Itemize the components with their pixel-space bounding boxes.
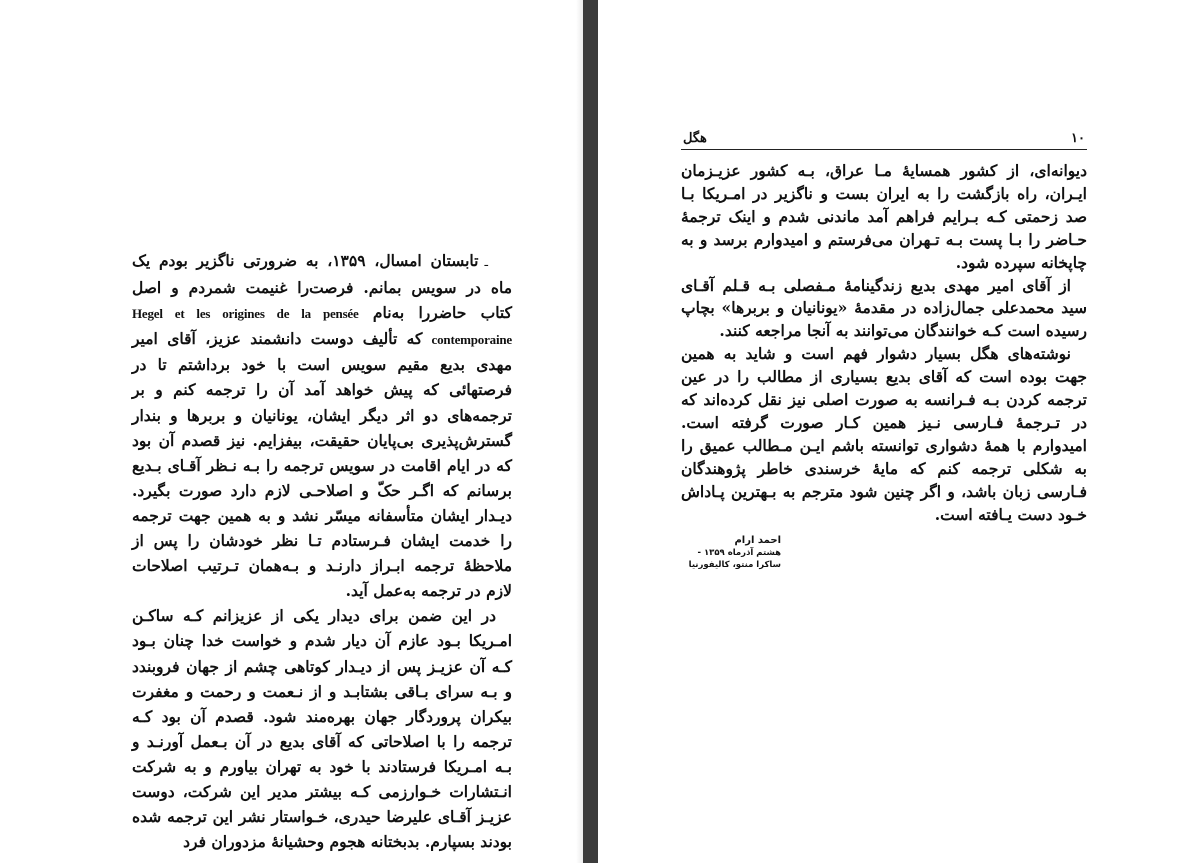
- right-paragraph-1: دیوانه‌ای، از کشور همسایهٔ مـا عراق، بـه کشور عزیـزمان ایـران، راه بازگشت را به ایران بست و ناگزیر در امـریکا بـا صد زحمتی کـه بـرایم فراهم آمد ماندنی شدم و اینک ترجمهٔ حـاضر را بـا پست بـه تـهران می‌فرستم و امیدوارم برسد و به چاپخانه سپرده شود.: [681, 161, 1087, 272]
- right-paragraph-2: از آقای امیر مهدی بدیع زندگینامهٔ مـفصلی بـه قـلم آقـای سید محمدعلی جمال‌زاده در مقدمهٔ «یونانیان و بربرها» بچاپ رسیده است کـه خوانندگان می‌توانند به آنجا مراجعه کنند.: [681, 275, 1087, 341]
- bold-book-titles: یونانیان و بربرها و بندار گسترش‌پذیری بی‌پایان حقیقت: [132, 405, 512, 450]
- scan-mark: ـ: [484, 255, 488, 269]
- translator-signature: [681, 535, 1087, 585]
- page-number: ۱۰: [1071, 131, 1085, 146]
- right-page: [598, 0, 1185, 863]
- left-p1-text-a: تابستان امسال، ۱۳۵۹، به ضرورتی ناگزیر بودم یک ماه در سویس بمانم. فرصت‌را غنیمت شمردم و اصل کتاب حاضر‌را به‌نام: [132, 251, 512, 323]
- left-p1-text-c: ، بیفزایم. نیز قصدم آن بود که در ایام اقامت در سویس ترجمه را بـه نـظر آقـای بـدیع برسانم که اگـر حکّ و اصلاحـی لازم دارد صورت بگیرد. دیـدار ایشان متأسفانه میسّر نشد و به همین جهت ترجمه را خدمت ایشان فـرستادم تـا نظر خودشان را پس از ملاحظهٔ ترجمه ابـراز دارنـد و بـه‌همان تـرتیب اصلاحات لازم در ترجمه به‌عمل آید.: [132, 430, 512, 601]
- left-p1-text-b: که تألیف دوست دانشمند عزیز، آقای امیر مهدی بدیع مقیم سویس است با خود برداشتم تا در فرصتهائی که پیش خواهد آمد آن را ترجمه کنم و بر ترجمه‌های دو اثر دیگر ایشان،: [132, 329, 512, 425]
- signature-date: هشتم آذرماه ۱۳۵۹ -: [697, 548, 781, 558]
- book-original-title: Hegel et les origines de la pensée contemporaine: [132, 306, 512, 348]
- left-paragraph-2: در این ضمن برای دیدار یکی از عزیزانم کـه ساکـن امـریکا بـود عازم آن دیار شدم و خواست خدا چنان بـود کـه آن عزیـز پس از دیـدار کوتاهی چشم از جهان فروبندد و بـه سرای بـاقی بشتابـد و از نـعمت و رحمت و مغفرت بیکران پروردگار جهان بهره‌مند شود. قصدم آن بود کـه ترجمه را با اصلاحاتی که آقای بدیع در آن بـعمل آورنـد و بـه امـریکا فرستادند با خود به تهران بیاورم و به شرکت انـتشارات خـوارزمی کـه بیشتر مدیر این شرکت، دوست عزیـز آقـای علیرضا حیدری، خـواستار نشر این ترجمه شده بودند بسپارم. بدبختانه هجوم وحشیانهٔ مزدوران فرد: [132, 606, 512, 852]
- book-gutter: [583, 0, 598, 863]
- page-header: [681, 130, 1087, 150]
- right-paragraph-3: نوشته‌های هگل بسیار دشوار فهم است و شاید به همین جهت بوده است که آقای بدیع بسیاری از مطالب را در عین ترجمه کردن بـه فـرانسه به صورت اصلی نیز نقل کرده‌اند که در تـرجمهٔ فـارسی نـیز همین کـار صورت گرفته است. امیدوارم با همهٔ دشواری توانسته باشم ایـن مـطالب عمیق را به شکلی ترجمه کنم که مایهٔ خرسندی خاطر پژوهندگان فـارسی زبان باشد، و اگر چنین شود مترجم به بـهترین پـاداش خـود دست یـافته است.: [681, 344, 1087, 524]
- running-head: هگل: [683, 131, 707, 146]
- left-paragraph-1: [132, 248, 512, 603]
- signature-place: ساکرا منتو، کالیفورنیا: [688, 560, 781, 570]
- left-page: [0, 0, 583, 863]
- signature-block: [681, 535, 781, 571]
- right-page-body: [681, 160, 1087, 527]
- left-page-body: [132, 248, 512, 854]
- gutter-shadow: [576, 0, 583, 863]
- signature-name: احمد ارام: [734, 535, 781, 546]
